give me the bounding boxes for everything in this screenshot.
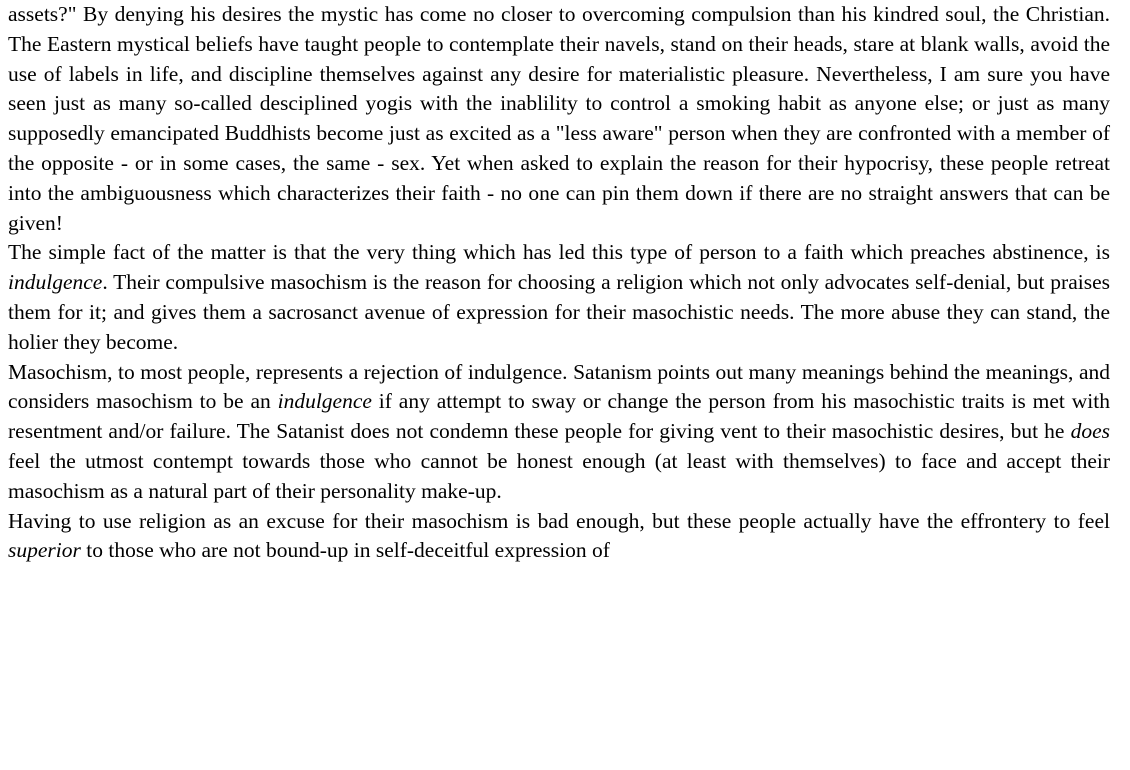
text-segment: feel the utmost contempt towards those who cannot be honest enough (at least with themselves) to face and accept their masochism as a natural part of their personality make-up.	[8, 448, 1110, 503]
paragraph-4	[8, 507, 1110, 567]
text-segment: Masochism, to most people, represents a rejection of indulgence. Satanism points out many meanings behind the meanings, and considers masochism to be an	[8, 359, 1110, 414]
text-segment: if any attempt to sway or change the person from his masochistic traits is met with resentment and/or failure. The Satanist does not condemn these people for giving vent to their masochistic desires, but he	[8, 389, 1110, 444]
document-body	[8, 0, 1110, 566]
paragraph-2	[8, 238, 1110, 357]
text-segment: assets?" By denying his desires the mystic has come no closer to overcoming compulsion than his kindred soul, the Christian. The Eastern mystical beliefs have taught people to contemplate their navels, stand on their heads, stare at blank walls, avoid the use of labels in life, and discipline themselves against any desire for materialistic pleasure. Nevertheless, I am sure you have seen just as many so-called desciplined yogis with the inablility to control a smoking habit as anyone else; or just as many supposedly emancipated Buddhists become just as excited as a "less aware" person when they are confronted with a member of the opposite - or in some cases, the same - sex. Yet when asked to explain the reason for their hypocrisy, these people retreat into the ambiguousness which characterizes their faith - no one can pin them down if there are no straight answers that can be given!	[8, 2, 1110, 235]
paragraph-3	[8, 358, 1110, 507]
text-segment: to those who are not bound-up in self-deceitful expression of	[80, 538, 610, 563]
italic-emphasis: does	[1070, 419, 1110, 444]
text-segment: . Their compulsive masochism is the reason for choosing a religion which not only advocates self-denial, but praises them for it; and gives them a sacrosanct avenue of expression for their masochistic needs. The more abuse they can stand, the holier they become.	[8, 270, 1110, 354]
paragraph-1	[8, 0, 1110, 238]
italic-emphasis: superior	[8, 538, 81, 563]
italic-emphasis: indulgence	[8, 270, 103, 295]
italic-emphasis: indulgence	[277, 389, 372, 414]
text-segment: The simple fact of the matter is that the very thing which has led this type of person to a faith which preaches abstinence, is	[8, 240, 1110, 265]
text-segment: Having to use religion as an excuse for their masochism is bad enough, but these people actually have the effrontery to feel	[8, 508, 1110, 533]
